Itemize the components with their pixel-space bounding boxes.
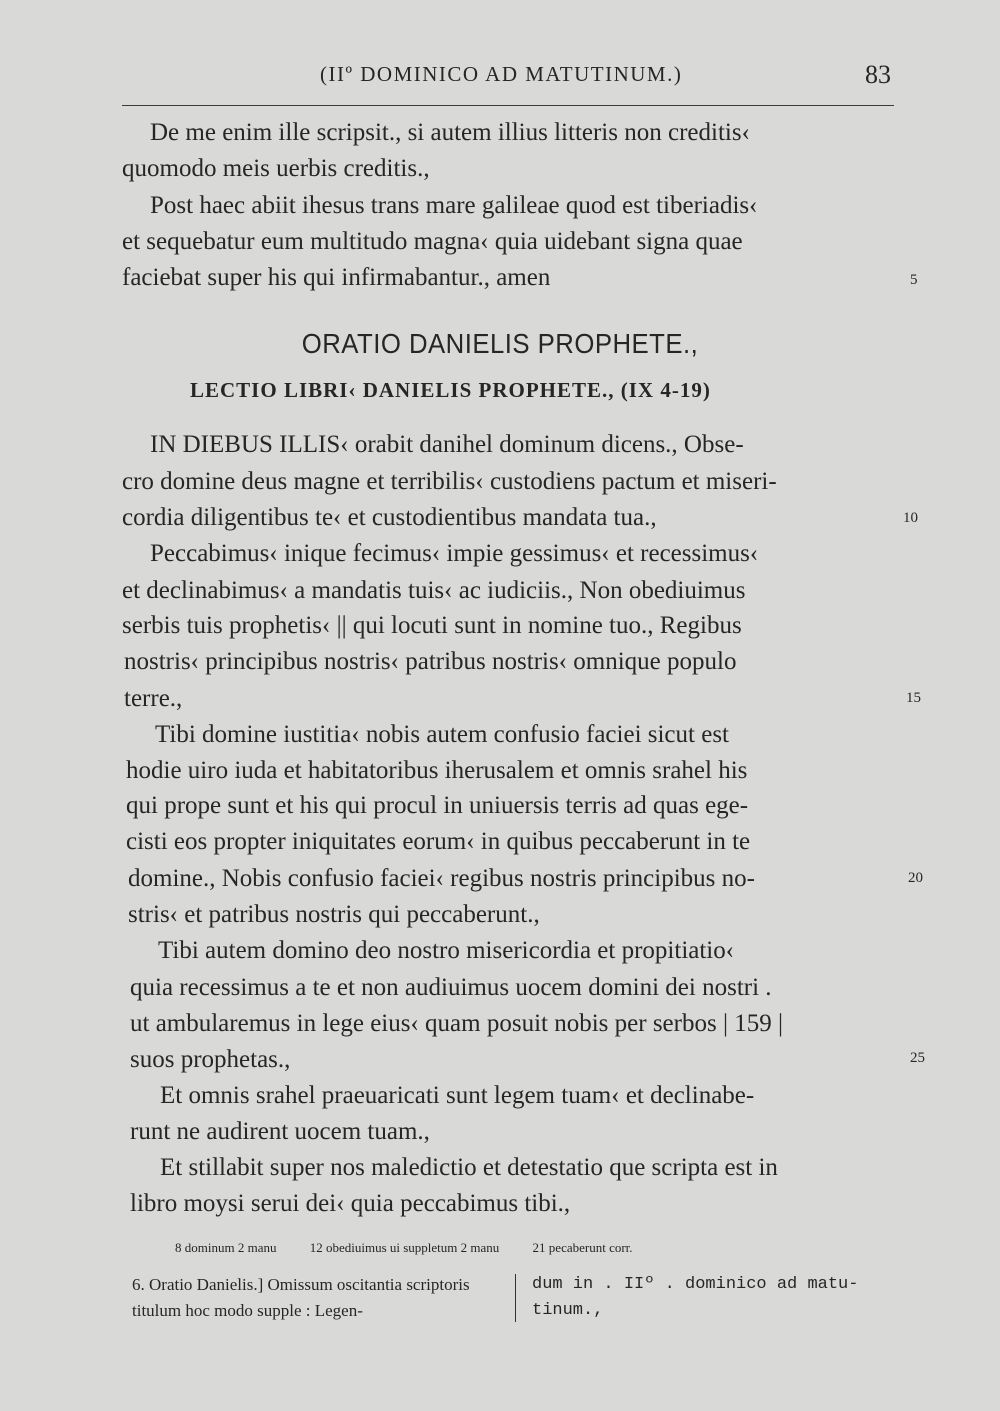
text-line: domine., Nobis confusio faciei‹ regibus nostris principibus no- (128, 865, 755, 892)
text-line: qui prope sunt et his qui procul in uniuersis terris ad quas ege- (126, 792, 749, 819)
text-line: terre., (124, 685, 183, 712)
text-line: quia recessimus a te et non audiuimus uocem domini dei nostri . (130, 974, 772, 1001)
line-number: 5 (910, 272, 918, 288)
line-number: 15 (906, 690, 921, 706)
text-line: Et omnis srahel praeuaricati sunt legem tuam‹ et declinabe- (160, 1082, 755, 1109)
text-line: quomodo meis uerbis creditis., (122, 155, 430, 182)
apparatus-note: 12 obediuimus ui suppletum 2 manu (309, 1240, 500, 1255)
text-line: serbis tuis prophetis‹ || qui locuti sunt in nomine tuo., Regibus (122, 612, 742, 639)
commentary-right: dum in . IIº . dominico ad matu-tinum., (532, 1275, 859, 1320)
lectio-heading: LECTIO LIBRI‹ DANIELIS PROPHETE., (IX 4-19) (190, 378, 711, 402)
text-line: Tibi autem domino deo nostro misericordia et propitiatio‹ (158, 937, 735, 964)
text-line: cisti eos propter iniquitates eorum‹ in quibus peccaberunt in te (126, 828, 751, 855)
line-number: 10 (903, 510, 918, 526)
text-line: suos prophetas., (130, 1046, 291, 1073)
text-line: IN DIEBUS ILLIS‹ orabit danihel dominum dicens., Obse- (150, 431, 744, 458)
apparatus-note: 8 dominum 2 manu (175, 1240, 277, 1255)
text-line: nostris‹ principibus nostris‹ patribus nostris‹ omnique populo (124, 648, 737, 675)
text-line: Et stillabit super nos maledictio et detestatio que scripta est in (160, 1154, 778, 1181)
running-title: (IIº DOMINICO AD MATUTINUM.) (320, 62, 683, 86)
text-line: libro moysi serui dei‹ quia peccabimus tibi., (130, 1190, 571, 1217)
critical-apparatus (175, 1240, 663, 1256)
text-line: stris‹ et patribus nostris qui peccaberunt., (128, 901, 540, 928)
text-line: Tibi domine iustitia‹ nobis autem confusio faciei sicut est (155, 721, 729, 748)
text-line: De me enim ille scripsit., si autem illius litteris non creditis‹ (150, 119, 750, 146)
section-heading: ORATIO DANIELIS PROPHETE., (301, 328, 699, 359)
running-header (120, 60, 895, 100)
commentary-left: 6. Oratio Danielis.] Omissum oscitantia scriptoris titulum hoc modo supple : Legen- (132, 1275, 470, 1320)
text-line: hodie uiro iuda et habitatoribus iherusalem et omnis srahel his (126, 757, 748, 784)
text-line: cordia diligentibus te‹ et custodientibus mandata tua., (122, 504, 657, 531)
header-rule (122, 105, 894, 106)
column-divider (515, 1274, 516, 1322)
line-number: 20 (908, 870, 923, 886)
text-line: Post haec abiit ihesus trans mare galileae quod est tiberiadis‹ (150, 192, 758, 219)
text-line: ut ambularemus in lege eius‹ quam posuit nobis per serbos | 159 | (130, 1010, 783, 1037)
text-line: faciebat super his qui infirmabantur., amen (122, 264, 551, 291)
text-line: runt ne audirent uocem tuam., (130, 1118, 430, 1145)
text-line: et sequebatur eum multitudo magna‹ quia uidebant signa quae (122, 228, 743, 255)
text-line: et declinabimus‹ a mandatis tuis‹ ac iudiciis., Non obediuimus (122, 577, 746, 604)
page-number: 83 (865, 60, 891, 89)
line-number: 25 (910, 1050, 925, 1066)
text-line: cro domine deus magne et terribilis‹ custodiens pactum et miseri- (122, 468, 777, 495)
apparatus-note: 21 pecaberunt corr. (532, 1240, 633, 1255)
text-line: Peccabimus‹ inique fecimus‹ impie gessimus‹ et recessimus‹ (150, 540, 759, 567)
